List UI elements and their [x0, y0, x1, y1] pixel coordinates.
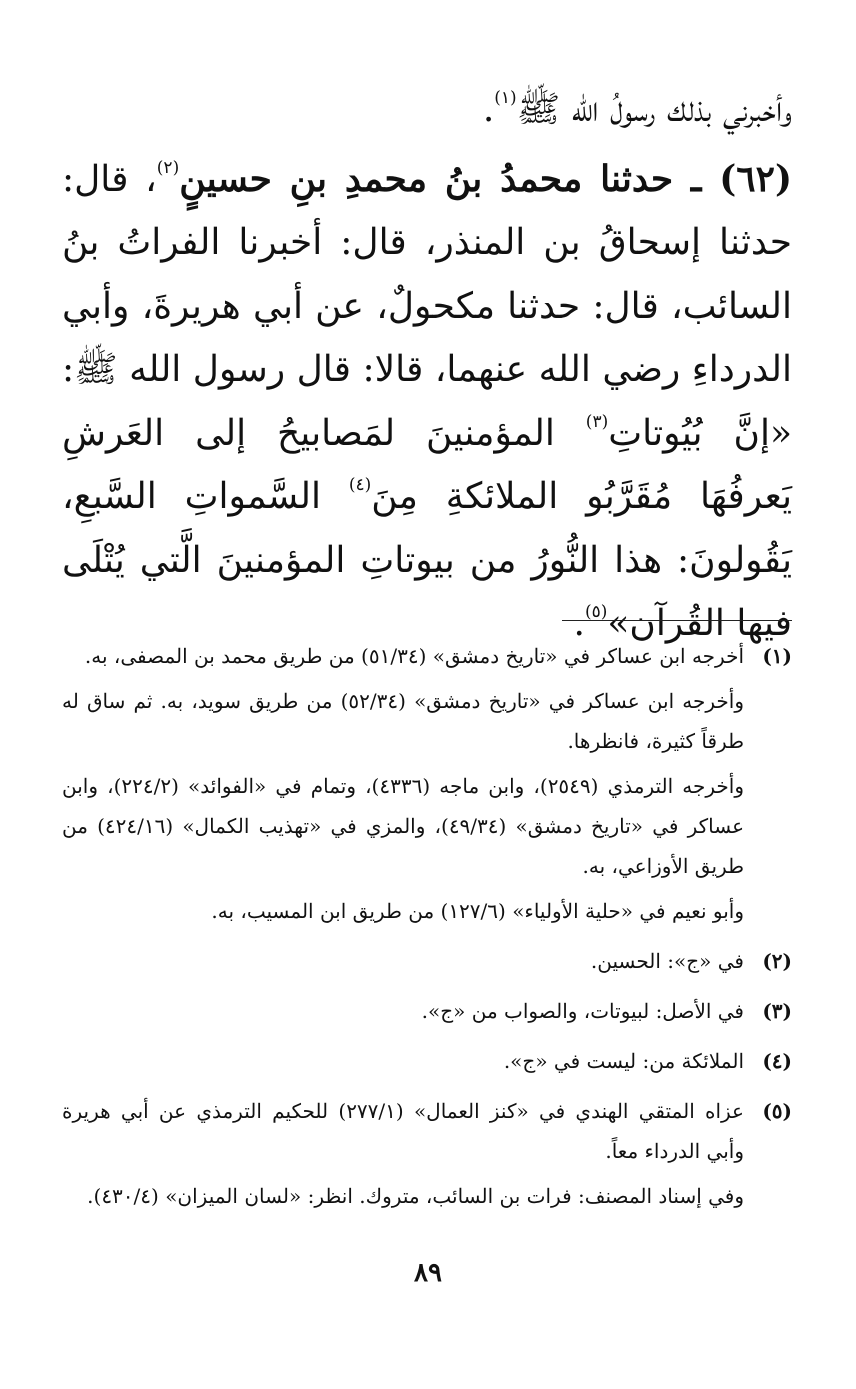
footnote-ref-3: (٣) [585, 411, 609, 432]
footnote-body [62, 991, 744, 1036]
footnote-paragraph: وأخرجه ابن عساكر في «تاريخ دمشق» (٥٢/٣٤) من طريق سويد، به. ثم ساق له طرقاً كثيرة، فانظرها. [62, 689, 744, 753]
opening-line-end: . [482, 89, 495, 130]
footnote-paragraph: عزاه المتقي الهندي في «كنز العمال» (٢٧٧/١) للحكيم الترمذي عن أبي هريرة وأبي الدرداء معاً. [62, 1099, 744, 1163]
footnote-paragraph: في «ج»: الحسين. [590, 949, 744, 973]
footnote-divider [562, 620, 792, 621]
hadith-number: (٦٢) [719, 157, 792, 200]
footnote-4 [62, 1041, 792, 1086]
footnote-body [62, 1091, 744, 1221]
footnote-paragraph: وفي إسناد المصنف: فرات بن السائب، متروك. انظر: «لسان الميزان» (٤٣٠/٤). [87, 1184, 744, 1208]
hadith-text-end: . [573, 603, 585, 644]
footnote-body [62, 1041, 744, 1086]
hadith-dash: ـ [673, 157, 720, 200]
footnote-ref-4: (٤) [348, 475, 372, 495]
hadith-text-part-2: المؤمنينَ لمَصابيحُ إلى العَرشِ يَعرفُهَا مُقَرَّبُو الملائكةِ مِنَ [62, 412, 792, 517]
hadith-text-part-3: السَّمواتِ السَّبعِ، يَقُولونَ: هذا النُّورُ من بيوتاتِ المؤمنينَ الَّتي يُتْلَى فيها القُرآن» [62, 476, 792, 644]
footnote-number: (٥) [762, 1099, 792, 1123]
main-text [62, 78, 792, 656]
footnote-ref-2: (٢) [156, 157, 180, 178]
footnote-number: (١) [762, 644, 792, 668]
footnote-number: (٣) [762, 999, 792, 1023]
footnote-body [62, 636, 744, 936]
footnote-ref-1: (١) [494, 88, 517, 108]
footnote-5 [62, 1091, 792, 1221]
hadith-text-part-1: ، قال: حدثنا إسحاقُ بن المنذر، قال: أخبرنا الفراتُ بنُ السائب، قال: حدثنا مكحولٌ، عن أبي هريرةَ، وأبي الدرداءِ رضي الله عنهما، قالا: قال رسول الله ﷺ: «إنَّ بُيُوتاتِ [62, 158, 793, 454]
footnote-paragraph: وأخرجه الترمذي (٢٥٤٩)، وابن ماجه (٤٣٣٦)، وتمام في «الفوائد» (٢٢٤/٢)، وابن عساكر في «تاريخ دمشق» (٤٩/٣٤)، والمزي في «تهذيب الكمال» (٤٢٤/١٦) من طريق الأوزاعي، به. [62, 774, 745, 878]
footnote-paragraph: في الأصل: لبيوتات، والصواب من «ج». [421, 999, 744, 1023]
footnote-2 [62, 941, 792, 986]
footnote-3 [62, 991, 792, 1036]
hadith-paragraph [62, 148, 792, 656]
footnote-1 [62, 636, 792, 936]
page-number: ٨٩ [414, 1258, 442, 1288]
footnotes [62, 636, 792, 1226]
opening-line [62, 78, 792, 142]
footnote-ref-5: (٥) [584, 602, 608, 622]
hadith-narrator: حدثنا محمدُ بنُ محمدِ بنِ حسينٍ [179, 157, 674, 200]
footnote-paragraph: وأبو نعيم في «حلية الأولياء» (١٢٧/٦) من طريق ابن المسيب، به. [211, 899, 744, 923]
footnote-body [62, 941, 744, 986]
footnote-number: (٤) [762, 1049, 792, 1073]
footnote-paragraph: أخرجه ابن عساكر في «تاريخ دمشق» (٥١/٣٤) من طريق محمد بن المصفى، به. [84, 644, 744, 668]
footnote-number: (٢) [762, 949, 792, 973]
footnote-paragraph: الملائكة من: ليست في «ج». [503, 1049, 744, 1073]
opening-line-text: وأخبرني بذلك رسولُ الله ﷺ [516, 89, 792, 130]
